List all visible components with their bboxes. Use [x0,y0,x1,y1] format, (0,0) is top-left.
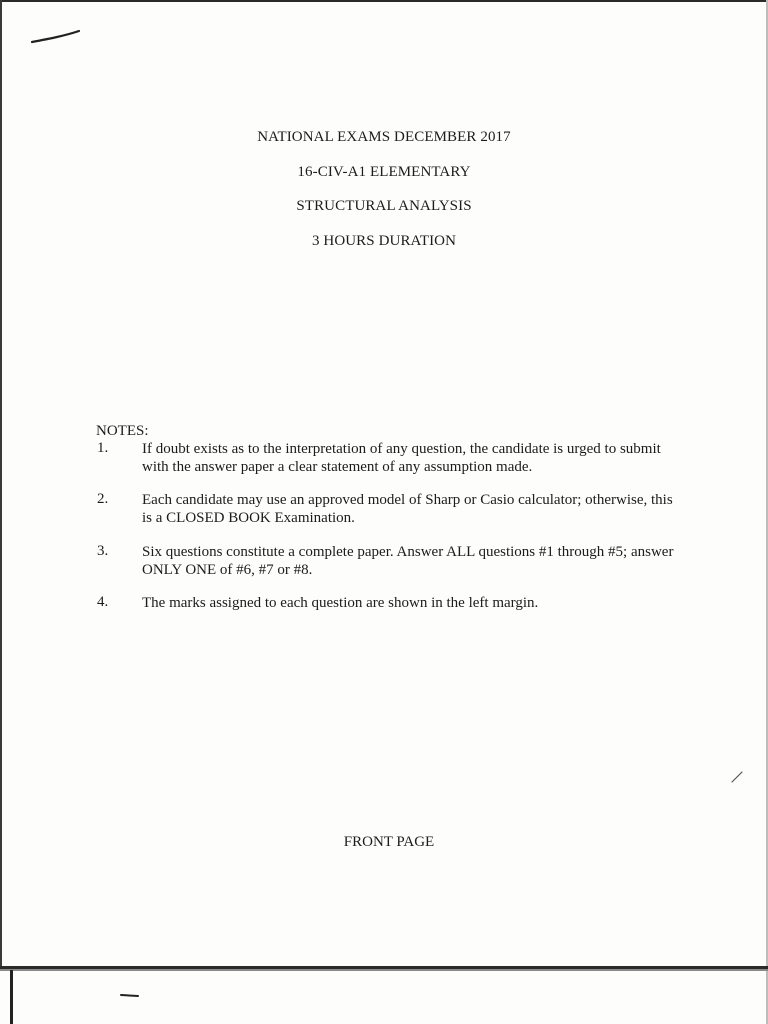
note-number: 3. [97,543,109,559]
page-edge-shadow [0,969,768,971]
pen-mark-bottom [118,990,142,1000]
scan-edge-top [0,0,768,2]
course-name: STRUCTURAL ANALYSIS [296,198,472,214]
pen-mark-top-left [30,28,82,46]
note-text: If doubt exists as to the interpretation of any question, the candidate is urged to submit with the answer paper a clear statement of any assumption made. [142,441,661,475]
note-text: Each candidate may use an approved model of Sharp or Casio calculator; otherwise, this is a CLOSED BOOK Examination. [142,492,673,526]
note-text: The marks assigned to each question are shown in the left margin. [142,595,539,611]
front-page-label: FRONT PAGE [343,834,435,850]
exam-title: NATIONAL EXAMS DECEMBER 2017 [257,129,511,145]
note-text: Six questions constitute a complete paper. Answer ALL questions #1 through #5; answer ONLY ONE of #6, #7 or #8. [142,544,674,578]
notes-heading: NOTES: [96,423,149,439]
note-number: 1. [97,440,109,456]
pen-mark-right [728,766,748,786]
note-number: 4. [97,594,109,610]
exam-duration: 3 HOURS DURATION [311,233,457,249]
note-number: 2. [97,491,109,507]
course-code: 16-CIV-A1 ELEMENTARY [297,164,471,180]
lower-sheet-edge [10,970,13,1024]
